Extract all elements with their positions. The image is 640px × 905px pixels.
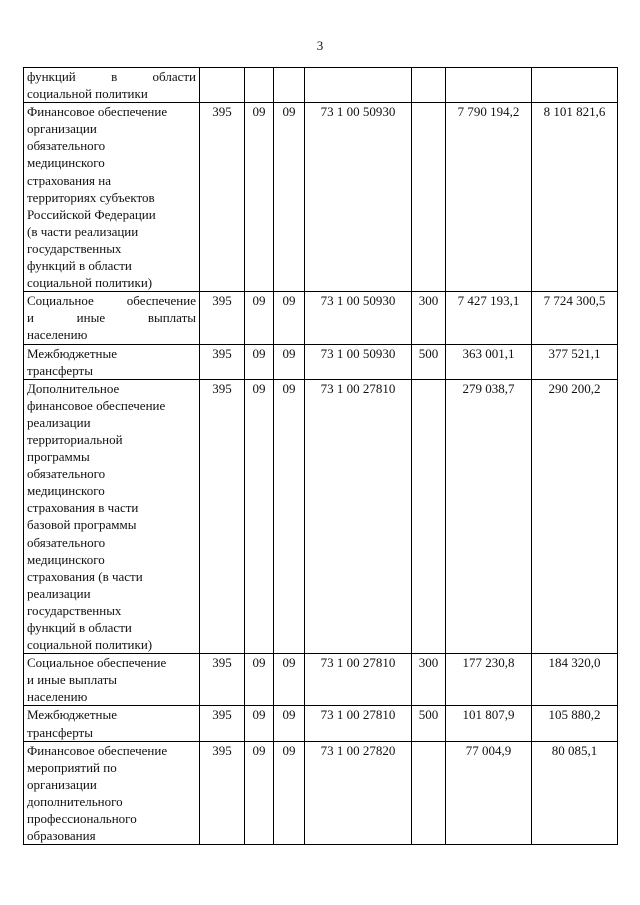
cell-gr: 395 [200,292,245,344]
cell-name-line: реализации [27,414,91,430]
cell-name-line: обязательного [27,534,106,550]
cell-name-line: медицинского [27,483,105,499]
cell-csr [305,68,412,103]
cell-amount-year1: 177 230,8 [446,654,532,706]
cell-name-line: Социальное обеспечение [27,655,167,671]
cell-csr: 73 1 00 50930 [305,292,412,344]
cell-vr [412,68,446,103]
cell-name [24,379,200,654]
table-row [24,741,618,845]
table-body [24,68,618,845]
cell-csr: 73 1 00 27810 [305,654,412,706]
cell-name-line: и иные выплаты [27,310,196,326]
table-row [24,103,618,292]
cell-name-line: социальной политики) [27,637,153,653]
cell-name-line: Финансовое обеспечение [27,742,168,758]
cell-name-line: государственных [27,602,122,618]
cell-amount-year1 [446,68,532,103]
cell-pr: 09 [274,379,305,654]
cell-name-line: (в части реализации [27,223,139,239]
cell-amount-year2: 7 724 300,5 [532,292,618,344]
cell-gr: 395 [200,103,245,292]
cell-csr: 73 1 00 27820 [305,741,412,845]
cell-csr: 73 1 00 27810 [305,379,412,654]
cell-name-line: мероприятий по [27,759,117,775]
cell-name-line: дополнительного [27,793,123,809]
table-row [24,68,618,103]
cell-name-line: базовой программы [27,517,137,533]
cell-vr [412,103,446,292]
cell-rz: 09 [245,741,274,845]
cell-name-line: функций в области [27,258,132,274]
cell-name [24,654,200,706]
table-row [24,706,618,741]
cell-pr: 09 [274,706,305,741]
cell-pr [274,68,305,103]
cell-name-line: трансферты [27,362,93,378]
cell-csr: 73 1 00 50930 [305,344,412,379]
table-row [24,344,618,379]
cell-vr: 300 [412,654,446,706]
cell-name-line: социальной политики) [27,275,153,291]
cell-name [24,706,200,741]
cell-vr: 500 [412,706,446,741]
cell-vr [412,741,446,845]
cell-amount-year2: 80 085,1 [532,741,618,845]
cell-name [24,292,200,344]
cell-csr: 73 1 00 50930 [305,103,412,292]
cell-name-line: страхования в части [27,500,139,516]
cell-amount-year1: 101 807,9 [446,706,532,741]
cell-amount-year1: 77 004,9 [446,741,532,845]
cell-name-line: реализации [27,585,91,601]
cell-name-line: социальной политики [27,86,148,102]
cell-vr: 300 [412,292,446,344]
cell-pr: 09 [274,654,305,706]
cell-name-line: функций в области [27,69,196,84]
cell-name-line: функций в области [27,620,132,635]
cell-name-line: обязательного [27,138,106,154]
cell-name-line: Российской Федерации [27,206,156,222]
cell-gr [200,68,245,103]
cell-amount-year2: 377 521,1 [532,344,618,379]
cell-name-line: медицинского [27,155,105,171]
cell-name-line: медицинского [27,551,105,567]
cell-gr: 395 [200,706,245,741]
cell-name-line: населению [27,327,88,343]
cell-name-line: Межбюджетные [27,707,117,723]
cell-name [24,68,200,103]
cell-name-line: Межбюджетные [27,345,117,361]
cell-name-line: образования [27,828,96,844]
cell-name-line: организации [27,776,97,792]
cell-pr: 09 [274,103,305,292]
page-number: 3 [316,38,324,53]
cell-rz: 09 [245,379,274,654]
cell-pr: 09 [274,741,305,845]
cell-vr: 500 [412,344,446,379]
cell-name-line: профессионального [27,811,137,827]
cell-amount-year1: 7 427 193,1 [446,292,532,344]
cell-name-line: обязательного [27,466,106,482]
cell-name-line: Дополнительное [27,380,120,396]
cell-pr: 09 [274,292,305,344]
cell-name-line: государственных [27,240,122,256]
cell-name-line: трансферты [27,724,93,740]
cell-csr: 73 1 00 27810 [305,706,412,741]
cell-name-line: территориальной [27,431,123,447]
cell-amount-year2: 184 320,0 [532,654,618,706]
cell-name-line: Социальное обеспечение [27,293,196,309]
table-row [24,379,618,654]
cell-name-line: финансовое обеспечение [27,397,166,413]
cell-name-line: территориях субъектов [27,189,155,205]
cell-name [24,741,200,845]
cell-name-line: и иные выплаты [27,672,118,688]
cell-name-line: страхования на [27,172,111,188]
cell-amount-year1: 7 790 194,2 [446,103,532,292]
cell-name [24,103,200,292]
cell-gr: 395 [200,379,245,654]
cell-amount-year1: 279 038,7 [446,379,532,654]
table-row [24,654,618,706]
budget-table [23,67,618,845]
cell-amount-year1: 363 001,1 [446,344,532,379]
cell-amount-year2: 290 200,2 [532,379,618,654]
cell-name-line: страхования (в части [27,568,143,584]
cell-rz: 09 [245,654,274,706]
cell-rz: 09 [245,292,274,344]
cell-name-line: Финансовое обеспечение [27,104,168,120]
cell-gr: 395 [200,344,245,379]
cell-amount-year2: 8 101 821,6 [532,103,618,292]
cell-name-line: организации [27,121,97,137]
cell-name-line: населению [27,689,88,705]
cell-rz: 09 [245,344,274,379]
cell-gr: 395 [200,654,245,706]
cell-amount-year2 [532,68,618,103]
cell-vr [412,379,446,654]
cell-rz [245,68,274,103]
table-row [24,292,618,344]
cell-rz: 09 [245,103,274,292]
cell-name-line: программы [27,449,90,465]
cell-gr: 395 [200,741,245,845]
cell-pr: 09 [274,344,305,379]
cell-rz: 09 [245,706,274,741]
cell-name [24,344,200,379]
cell-amount-year2: 105 880,2 [532,706,618,741]
